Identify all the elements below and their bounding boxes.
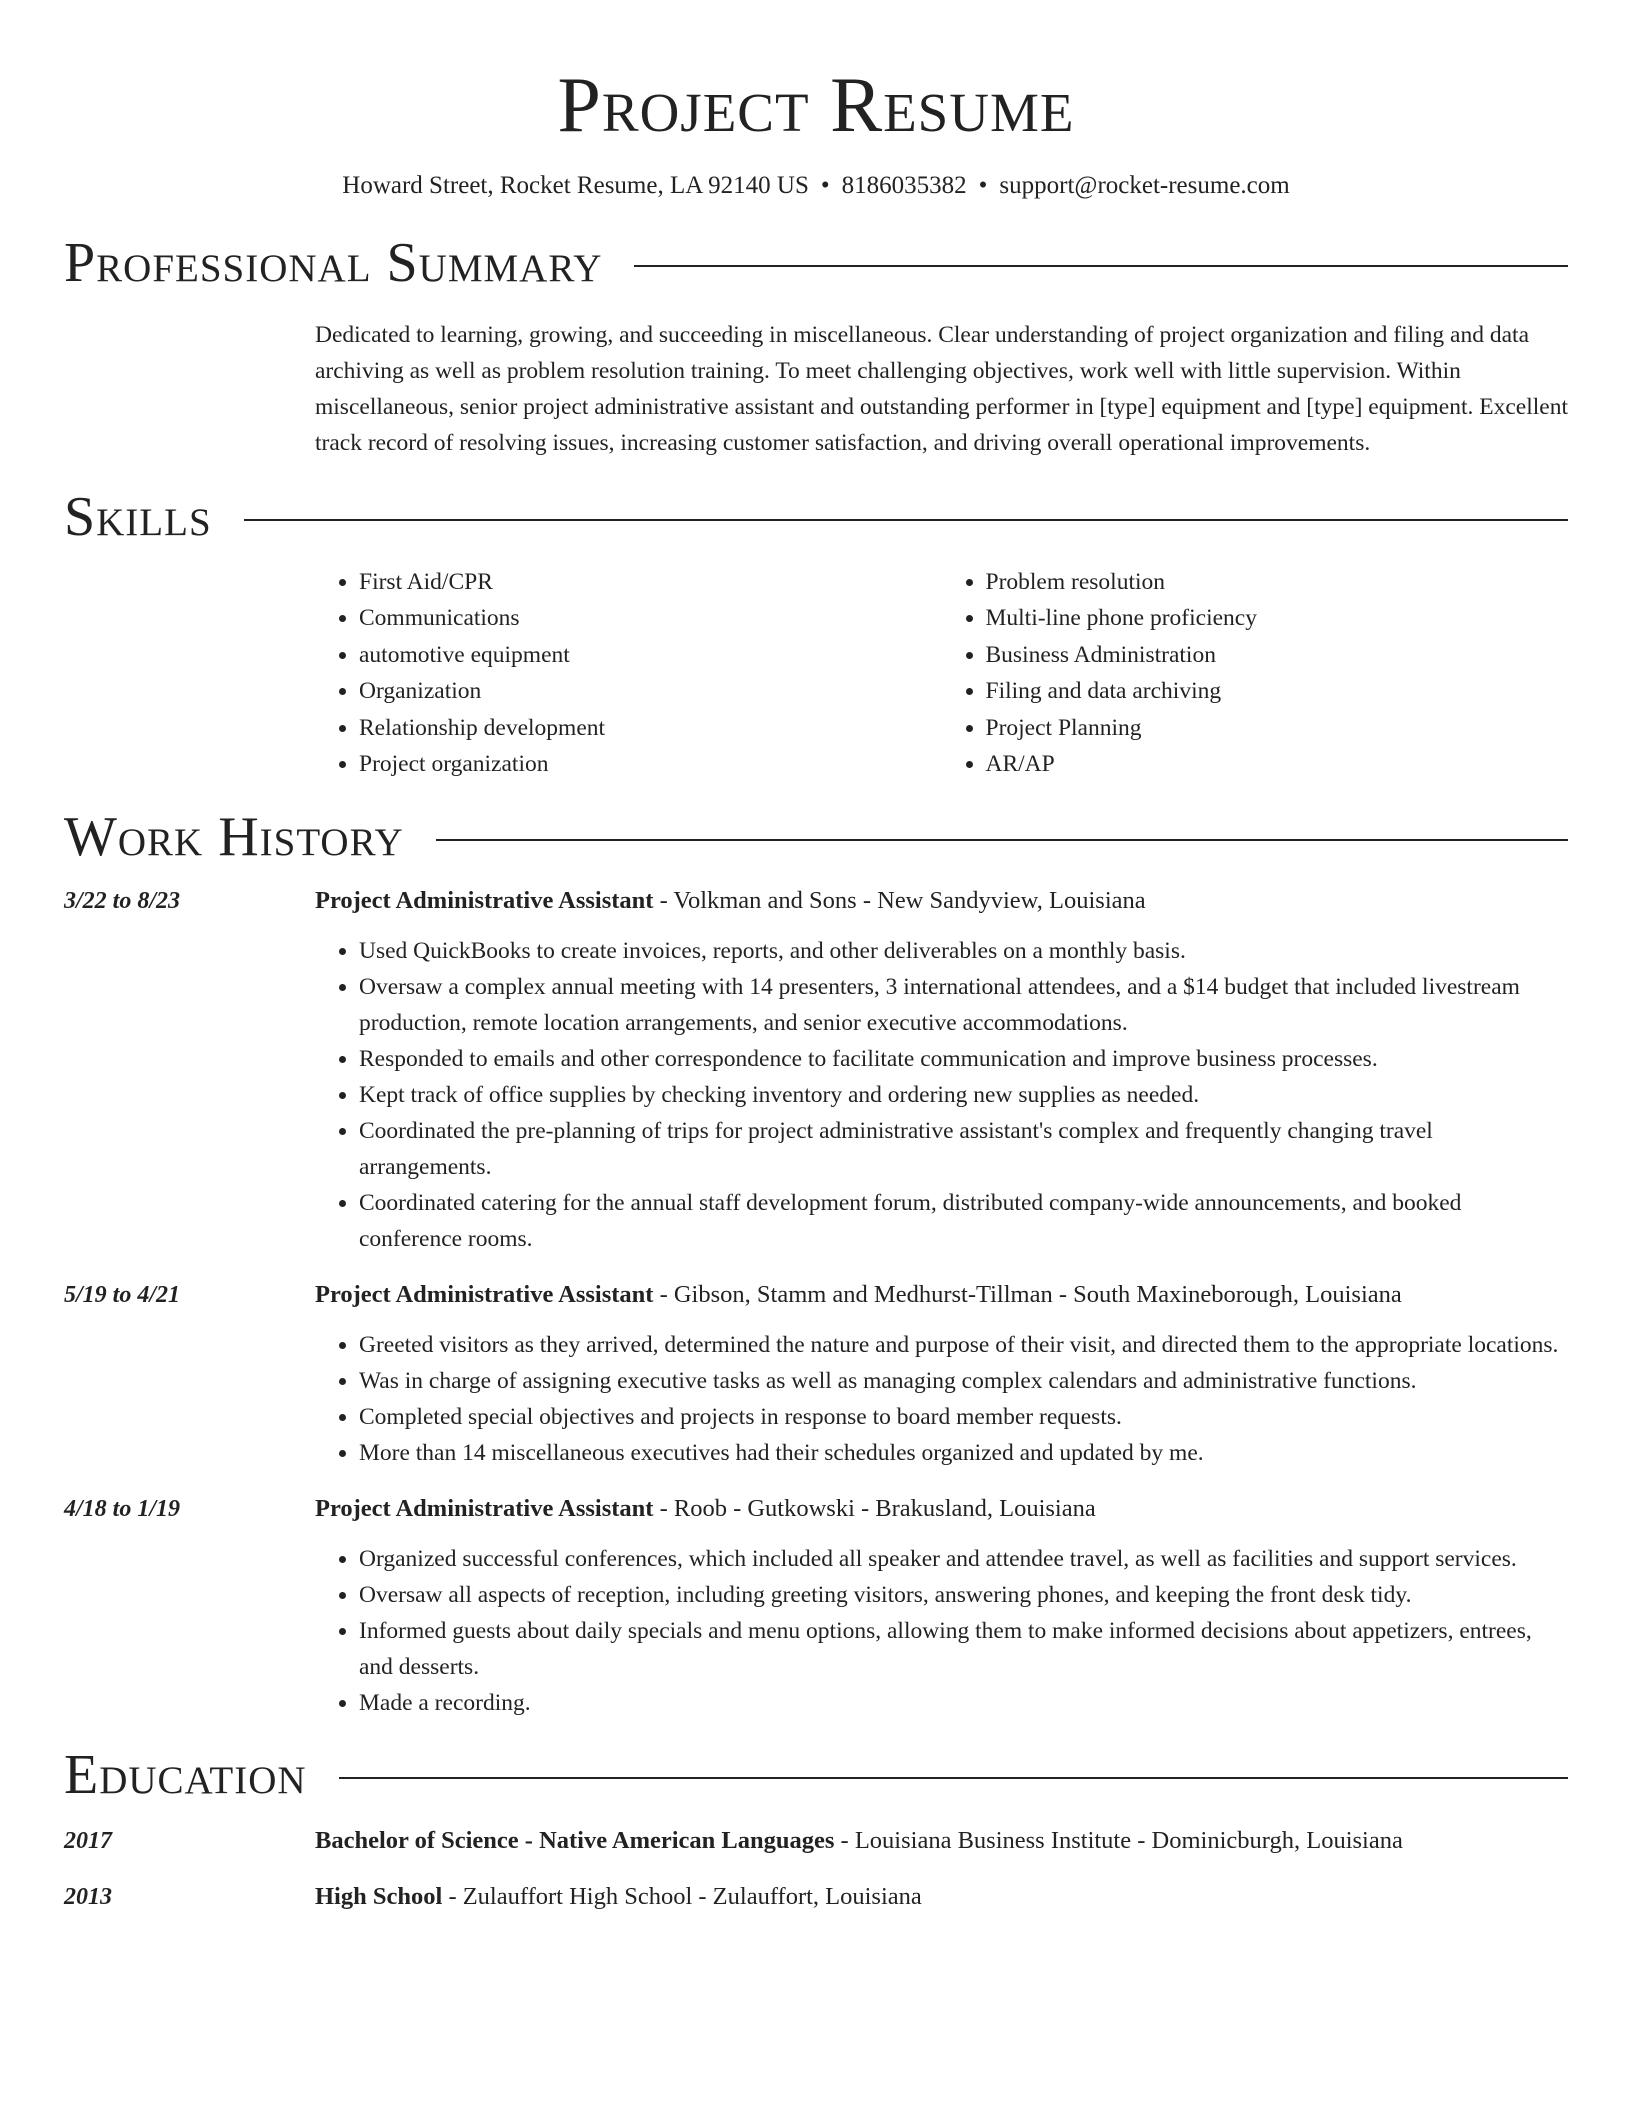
education-school: - Louisiana Business Institute - Dominicburgh, Louisiana bbox=[834, 1827, 1403, 1855]
section-title-skills: Skills bbox=[64, 486, 212, 549]
section-divider bbox=[339, 1777, 1568, 1779]
job-bullet: • Completed special objectives and projects in response to board member requests. bbox=[359, 1399, 1568, 1435]
job-bullet: • Oversaw all aspects of reception, including greeting visitors, answering phones, and keeping the front desk tidy. bbox=[359, 1577, 1568, 1613]
job-bullet: • Oversaw a complex annual meeting with 14 presenters, 3 international attendees, and a $14 budget that included livestream production, remote location arrangements, and senior executive accommodations. bbox=[359, 969, 1568, 1041]
education-line bbox=[315, 1879, 922, 1915]
skill-item: • First Aid/CPR bbox=[359, 564, 942, 601]
job-entry bbox=[64, 1277, 1568, 1471]
skills-grid bbox=[315, 564, 1568, 783]
job-bullet: • Responded to emails and other correspondence to facilitate communication and improve business processes. bbox=[359, 1041, 1568, 1077]
skills-list-right bbox=[942, 564, 1569, 783]
job-bullets bbox=[315, 1541, 1568, 1721]
job-employer: - Volkman and Sons - New Sandyview, Louisiana bbox=[653, 886, 1146, 914]
separator-dot: • bbox=[978, 171, 988, 199]
education-degree: Bachelor of Science - Native American Languages bbox=[315, 1827, 835, 1855]
education-school: - Zulauffort High School - Zulauffort, Louisiana bbox=[442, 1883, 922, 1911]
contact-address: Howard Street, Rocket Resume, LA 92140 US bbox=[342, 171, 809, 199]
section-divider bbox=[436, 839, 1568, 841]
job-body bbox=[315, 1277, 1568, 1471]
skill-item: • Multi-line phone proficiency bbox=[986, 600, 1569, 637]
separator-dot: • bbox=[820, 171, 830, 199]
contact-line bbox=[64, 168, 1568, 203]
job-title: Project Administrative Assistant bbox=[315, 1494, 654, 1522]
skill-item: • Business Administration bbox=[986, 637, 1569, 674]
job-bullets bbox=[315, 933, 1568, 1257]
skill-item: • Organization bbox=[359, 673, 942, 710]
job-bullet: • Organized successful conferences, which included all speaker and attendee travel, as well as facilities and support services. bbox=[359, 1541, 1568, 1577]
section-divider bbox=[244, 519, 1568, 521]
summary-content bbox=[315, 317, 1568, 461]
contact-email: support@rocket-resume.com bbox=[999, 171, 1290, 199]
summary-section-header bbox=[64, 231, 1568, 295]
summary-text: Dedicated to learning, growing, and succeeding in miscellaneous. Clear understanding of project organization and filing and data archiving as well as problem resolution training. To meet challenging objectives, work well with little supervision. Within miscellaneous, senior project administrative assistant and outstanding performer in [type] equipment and [type] equipment. Excellent track record of resolving issues, increasing customer satisfaction, and driving overall operational improvements. bbox=[315, 322, 1568, 457]
skill-item: • AR/AP bbox=[986, 746, 1569, 783]
job-employer: - Roob - Gutkowski - Brakusland, Louisiana bbox=[653, 1494, 1096, 1522]
job-entry bbox=[64, 883, 1568, 1257]
education-entry bbox=[64, 1823, 1568, 1859]
job-bullet: • Informed guests about daily specials and menu options, allowing them to make informed decisions about appetizers, entrees, and desserts. bbox=[359, 1613, 1568, 1685]
job-entry bbox=[64, 1491, 1568, 1721]
job-dates: 3/22 to 8/23 bbox=[64, 887, 181, 914]
education-line bbox=[315, 1823, 1403, 1859]
skill-item: • Project Planning bbox=[986, 710, 1569, 747]
contact-phone: 8186035382 bbox=[841, 171, 967, 199]
job-body bbox=[315, 883, 1568, 1257]
work-section-header bbox=[64, 805, 1568, 869]
section-title-education: Education bbox=[64, 1743, 307, 1806]
skill-item: • Project organization bbox=[359, 746, 942, 783]
education-year: 2013 bbox=[64, 1884, 112, 1911]
education-degree: High School bbox=[315, 1883, 443, 1911]
skill-item: • Filing and data archiving bbox=[986, 673, 1569, 710]
skill-item: • automotive equipment bbox=[359, 637, 942, 674]
job-bullets bbox=[315, 1327, 1568, 1471]
education-entry bbox=[64, 1879, 1568, 1915]
education-year: 2017 bbox=[64, 1828, 112, 1855]
section-divider bbox=[634, 265, 1568, 267]
skill-item: • Communications bbox=[359, 600, 942, 637]
job-title: Project Administrative Assistant bbox=[315, 1280, 654, 1308]
job-employer: - Gibson, Stamm and Medhurst-Tillman - South Maxineborough, Louisiana bbox=[653, 1280, 1402, 1308]
job-title-line bbox=[315, 883, 1568, 919]
skills-section-header bbox=[64, 485, 1568, 549]
job-bullet: • Coordinated the pre-planning of trips for project administrative assistant's complex and frequently changing travel arrangements. bbox=[359, 1113, 1568, 1185]
job-bullet: • Kept track of office supplies by checking inventory and ordering new supplies as needed. bbox=[359, 1077, 1568, 1113]
skill-item: • Relationship development bbox=[359, 710, 942, 747]
education-section-header bbox=[64, 1743, 1568, 1807]
job-bullet: • Used QuickBooks to create invoices, reports, and other deliverables on a monthly basis. bbox=[359, 933, 1568, 969]
job-title-line bbox=[315, 1491, 1568, 1527]
skill-item: • Problem resolution bbox=[986, 564, 1569, 601]
job-dates: 4/18 to 1/19 bbox=[64, 1495, 181, 1522]
resume-name: Project Resume bbox=[557, 61, 1075, 148]
job-body bbox=[315, 1491, 1568, 1721]
job-bullet: • Was in charge of assigning executive tasks as well as managing complex calendars and administrative functions. bbox=[359, 1363, 1568, 1399]
resume-page bbox=[64, 0, 1568, 1915]
section-title-work: Work History bbox=[64, 805, 404, 868]
job-dates: 5/19 to 4/21 bbox=[64, 1281, 181, 1308]
job-title-line bbox=[315, 1277, 1568, 1313]
section-title-summary: Professional Summary bbox=[64, 231, 603, 294]
job-title: Project Administrative Assistant bbox=[315, 886, 654, 914]
job-bullet: • Greeted visitors as they arrived, determined the nature and purpose of their visit, and directed them to the appropriate locations. bbox=[359, 1327, 1568, 1363]
job-bullet: • Made a recording. bbox=[359, 1685, 1568, 1721]
job-bullet: • More than 14 miscellaneous executives had their schedules organized and updated by me. bbox=[359, 1435, 1568, 1471]
skills-list-left bbox=[315, 564, 942, 783]
job-bullet: • Coordinated catering for the annual staff development forum, distributed company-wide announcements, and booked conference rooms. bbox=[359, 1185, 1568, 1257]
